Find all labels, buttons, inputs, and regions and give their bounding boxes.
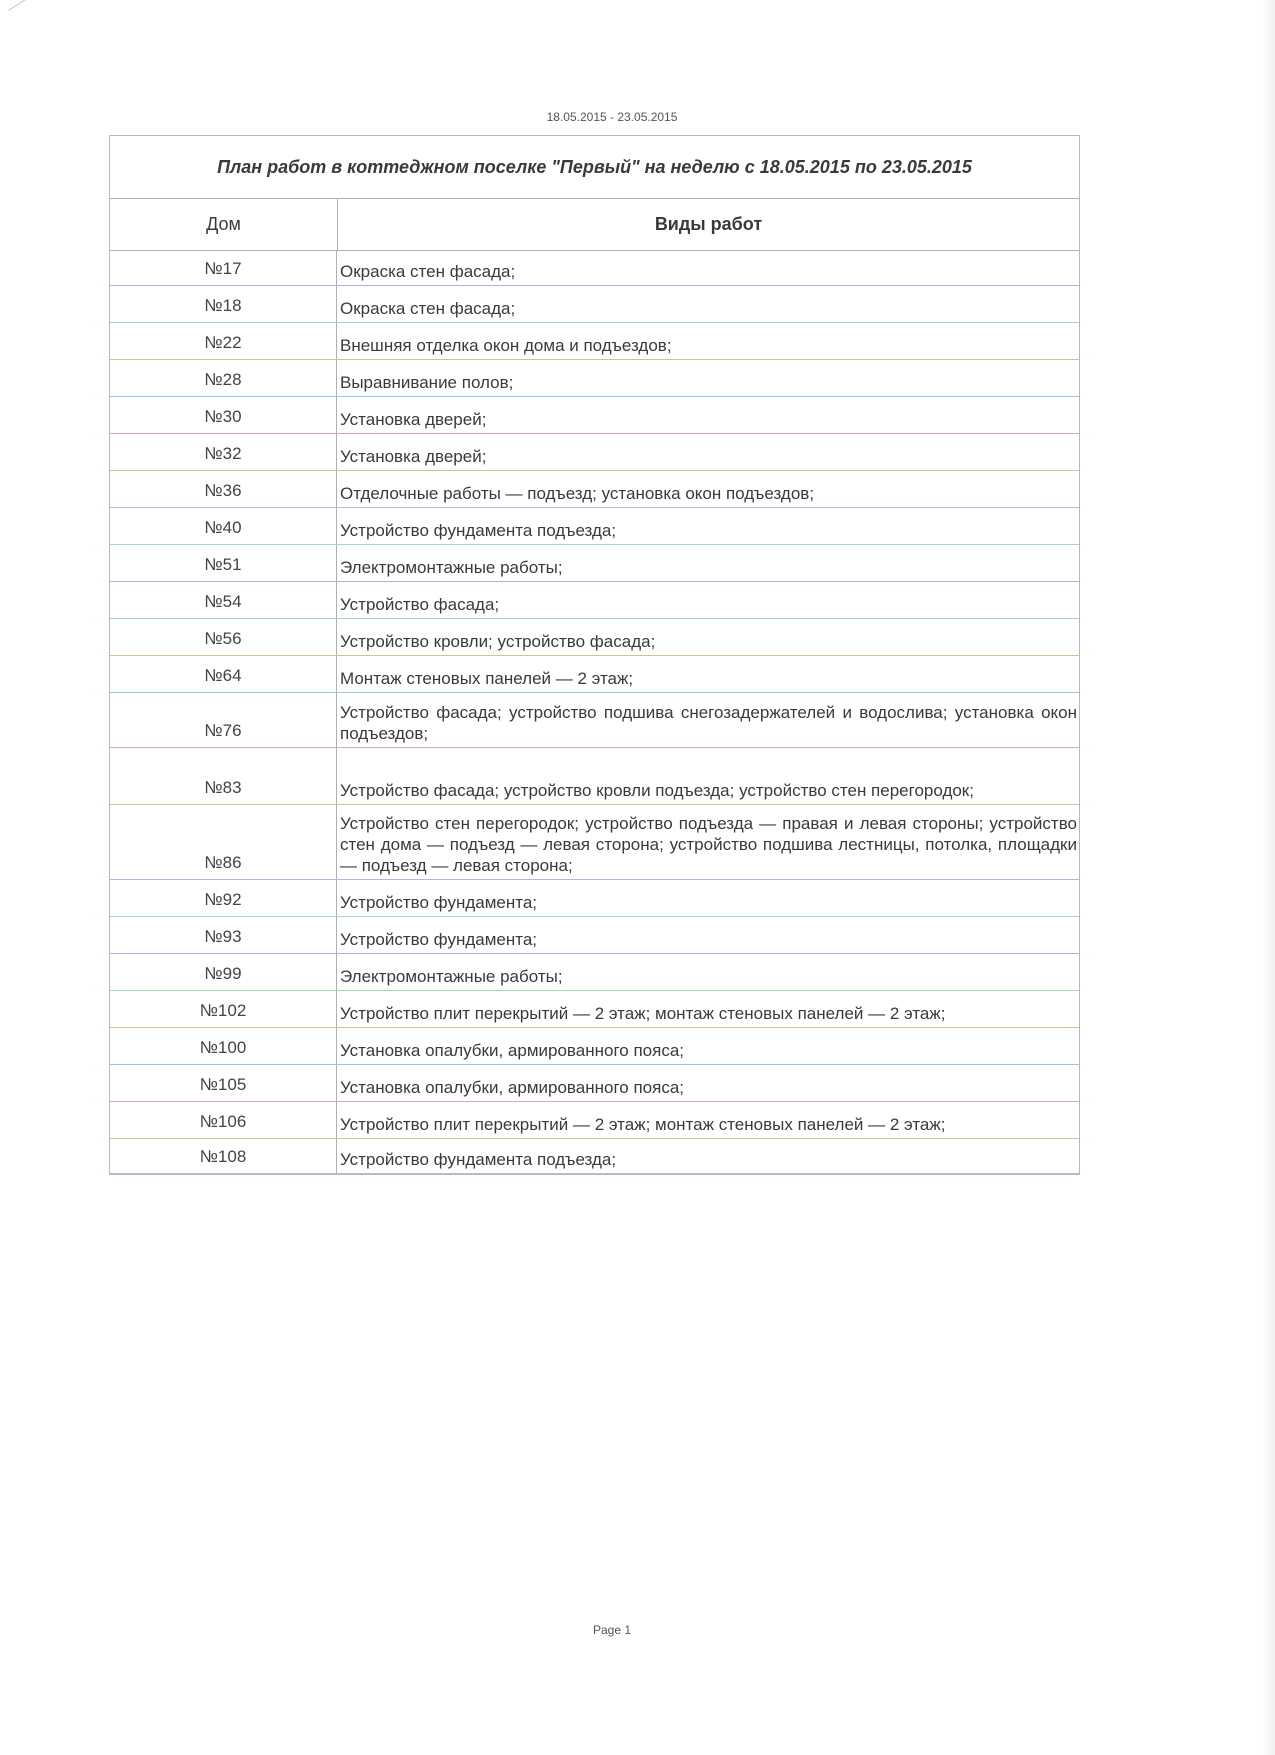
scan-artifact-line <box>8 0 59 11</box>
work-description-cell <box>337 286 1079 322</box>
work-description-cell <box>337 805 1079 879</box>
house-number-cell: №36 <box>110 471 337 507</box>
work-description-cell <box>337 545 1079 581</box>
work-description-cell <box>337 693 1079 747</box>
table-row <box>110 954 1079 991</box>
house-number-cell: №102 <box>110 991 337 1027</box>
table-row <box>110 917 1079 954</box>
house-number-cell: №28 <box>110 360 337 396</box>
table-row <box>110 397 1079 434</box>
work-description-text: Устройство фасада; устройство подшива снегозадержателей и водослива; установка окон подъездов; <box>340 703 1077 743</box>
scan-edge-shadow <box>1261 0 1275 1755</box>
house-number-cell: №30 <box>110 397 337 433</box>
work-description-text: Устройство фундамента; <box>340 930 538 949</box>
work-description-cell <box>337 656 1079 692</box>
work-description-text: Устройство фундамента подъезда; <box>340 1150 617 1169</box>
work-description-text: Выравнивание полов; <box>340 373 514 392</box>
work-description-text: Окраска стен фасада; <box>340 262 516 281</box>
work-description-text: Установка опалубки, армированного пояса; <box>340 1078 684 1097</box>
table-row <box>110 619 1079 656</box>
table-row <box>110 360 1079 397</box>
work-description-cell <box>337 991 1079 1027</box>
table-row <box>110 1139 1079 1174</box>
work-description-text: Устройство стен перегородок; устройство подъезда — правая и левая стороны; устройство стен дома — подъезд — левая сторона; устройство подшива лестницы, потолка, площадки — подъезд — левая сторона; <box>340 814 1077 875</box>
work-description-cell <box>337 508 1079 544</box>
table-row <box>110 471 1079 508</box>
table-row <box>110 1102 1079 1139</box>
work-description-cell <box>337 619 1079 655</box>
page-number: Page 1 <box>592 1623 632 1637</box>
house-number-cell: №56 <box>110 619 337 655</box>
house-number-cell: №17 <box>110 251 337 285</box>
table-header-row <box>110 199 1079 251</box>
work-description-cell <box>337 1139 1079 1173</box>
house-number-cell: №76 <box>110 693 337 747</box>
work-description-cell <box>337 880 1079 916</box>
work-description-text: Устройство кровли; устройство фасада; <box>340 632 656 651</box>
house-number-cell: №64 <box>110 656 337 692</box>
work-description-text: Монтаж стеновых панелей — 2 этаж; <box>340 669 634 688</box>
work-description-cell <box>337 1028 1079 1064</box>
table-row <box>110 991 1079 1028</box>
house-number-cell: №100 <box>110 1028 337 1064</box>
work-description-text: Установка опалубки, армированного пояса; <box>340 1041 684 1060</box>
house-number-cell: №108 <box>110 1139 337 1173</box>
house-number-cell: №32 <box>110 434 337 470</box>
work-description-cell <box>337 954 1079 990</box>
work-description-cell <box>337 360 1079 396</box>
table-row <box>110 434 1079 471</box>
work-description-text: Электромонтажные работы; <box>340 558 563 577</box>
table-body <box>110 251 1079 1174</box>
work-description-text: Отделочные работы — подъезд; установка окон подъездов; <box>340 484 815 503</box>
house-number-cell: №86 <box>110 805 337 879</box>
house-number-cell: №99 <box>110 954 337 990</box>
work-description-cell <box>337 251 1079 285</box>
work-description-cell <box>337 1102 1079 1138</box>
house-number-cell: №92 <box>110 880 337 916</box>
table-row <box>110 251 1079 286</box>
column-header-house: Дом <box>110 199 338 250</box>
work-description-text: Устройство фасада; устройство кровли подъезда; устройство стен перегородок; <box>340 781 974 800</box>
house-number-cell: №18 <box>110 286 337 322</box>
table-row <box>110 656 1079 693</box>
work-description-cell <box>337 471 1079 507</box>
work-description-text: Внешняя отделка окон дома и подъездов; <box>340 336 672 355</box>
work-description-text: Устройство плит перекрытий — 2 этаж; монтаж стеновых панелей — 2 этаж; <box>340 1115 946 1134</box>
table-row <box>110 1028 1079 1065</box>
header-date-range: 18.05.2015 - 23.05.2015 <box>546 110 678 124</box>
work-description-cell <box>337 397 1079 433</box>
work-plan-table <box>109 135 1080 1175</box>
house-number-cell: №54 <box>110 582 337 618</box>
column-header-works: Виды работ <box>654 214 763 234</box>
work-description-text: Устройство фундамента подъезда; <box>340 521 617 540</box>
house-number-cell: №83 <box>110 748 337 804</box>
work-description-cell <box>337 748 1079 804</box>
house-number-cell: №40 <box>110 508 337 544</box>
work-description-text: Устройство фасада; <box>340 595 500 614</box>
house-number-cell: №22 <box>110 323 337 359</box>
work-description-cell <box>337 434 1079 470</box>
house-number-cell: №105 <box>110 1065 337 1101</box>
table-row <box>110 880 1079 917</box>
house-number-cell: №93 <box>110 917 337 953</box>
table-row <box>110 323 1079 360</box>
work-description-cell <box>337 323 1079 359</box>
work-description-text: Окраска стен фасада; <box>340 299 516 318</box>
table-row <box>110 1065 1079 1102</box>
work-description-cell <box>337 582 1079 618</box>
table-row <box>110 508 1079 545</box>
work-description-cell <box>337 917 1079 953</box>
work-description-cell <box>337 1065 1079 1101</box>
table-row <box>110 748 1079 805</box>
table-row <box>110 693 1079 748</box>
table-title: План работ в коттеджном поселке "Первый" на неделю с 18.05.2015 по 23.05.2015 <box>110 136 1079 199</box>
table-row <box>110 805 1079 880</box>
work-description-text: Устройство плит перекрытий — 2 этаж; монтаж стеновых панелей — 2 этаж; <box>340 1004 946 1023</box>
work-description-text: Установка дверей; <box>340 410 487 429</box>
house-number-cell: №106 <box>110 1102 337 1138</box>
table-row <box>110 286 1079 323</box>
work-description-text: Устройство фундамента; <box>340 893 538 912</box>
work-description-text: Электромонтажные работы; <box>340 967 563 986</box>
table-row <box>110 545 1079 582</box>
house-number-cell: №51 <box>110 545 337 581</box>
work-description-text: Установка дверей; <box>340 447 487 466</box>
table-row <box>110 582 1079 619</box>
